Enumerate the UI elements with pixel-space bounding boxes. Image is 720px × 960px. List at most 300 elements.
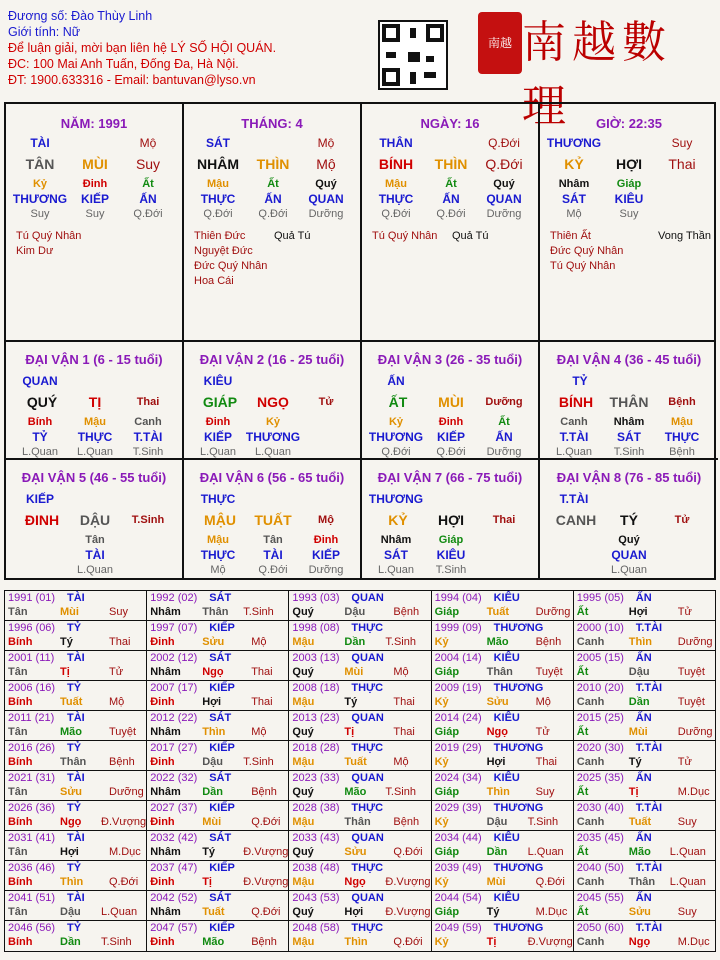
hidden-ten-god: THỰC (77, 430, 113, 444)
year-phase: T.Sinh (527, 816, 559, 828)
year-cell[interactable] (289, 861, 431, 891)
year-phase: Q.Đới (251, 816, 281, 828)
year-cell[interactable] (574, 591, 716, 621)
year-label: 2024 (34) (434, 772, 482, 784)
year-cell[interactable] (432, 741, 574, 771)
pillar-cell: THƯƠNG (546, 136, 602, 150)
pillar-cell: Dưỡng (486, 208, 522, 220)
year-phase: Q.Đới (251, 906, 281, 918)
dai-van-7[interactable] (362, 460, 540, 578)
year-ten-god: KIÊU (493, 592, 520, 604)
year-cell[interactable] (432, 621, 574, 651)
year-cell[interactable] (5, 621, 147, 651)
year-phase: Mộ (535, 696, 551, 708)
year-cell[interactable] (147, 711, 289, 741)
hidden-phase: L.Quan (76, 564, 114, 576)
dai-van-chi: NGỌ (257, 394, 289, 410)
star-label: Đức Quý Nhân (550, 245, 624, 257)
year-phase: Q.Đới (393, 936, 423, 948)
year-chi: Ngọ (486, 726, 508, 738)
pillar-cell: Kỷ (32, 178, 48, 190)
year-chi: Mão (486, 636, 509, 648)
star-label: Tú Quý Nhân (16, 230, 82, 242)
year-can: Mậu (292, 636, 315, 648)
pillar-1 (184, 104, 362, 340)
year-cell[interactable] (147, 921, 289, 951)
year-phase: Tử (677, 606, 692, 618)
year-can: Tân (8, 786, 28, 798)
year-phase: Mộ (251, 636, 267, 648)
pillar-cell: Đinh (82, 178, 108, 190)
year-cell[interactable] (289, 741, 431, 771)
year-cell[interactable] (574, 741, 716, 771)
year-ten-god: ẤN (635, 772, 652, 784)
year-chi: Sửu (344, 846, 367, 858)
year-label: 2023 (33) (292, 772, 340, 784)
year-cell[interactable] (5, 891, 147, 921)
year-cell[interactable] (574, 681, 716, 711)
year-chi: Mão (344, 786, 367, 798)
pillar-cell: KIẾP (80, 192, 109, 206)
year-cell[interactable] (289, 681, 431, 711)
year-cell[interactable] (147, 861, 289, 891)
hidden-ten-god: QUAN (611, 548, 647, 562)
dai-van-chi: TỊ (88, 394, 102, 410)
year-cell[interactable] (5, 861, 147, 891)
dai-van-8[interactable] (540, 460, 718, 578)
year-phase: M.Dục (109, 846, 141, 858)
hidden-phase: Q.Đới (381, 446, 411, 458)
year-cell[interactable] (432, 861, 574, 891)
year-chi: Hợi (202, 696, 222, 708)
year-ten-god: THƯƠNG (493, 862, 544, 874)
dai-van-phase: Dưỡng (485, 396, 523, 408)
hidden-phase: T.Sinh (132, 446, 164, 458)
pillar-cell: KỶ (564, 156, 584, 172)
year-chi: Thìn (60, 876, 84, 888)
year-chi: Mão (60, 726, 82, 738)
year-can: Kỷ (434, 936, 449, 948)
year-cell[interactable] (289, 801, 431, 831)
year-phase: T.Sinh (385, 636, 416, 648)
pillar-cell: Nhâm (558, 178, 590, 190)
year-ten-god: ẤN (635, 592, 652, 604)
hidden-stem: Mậu (207, 534, 229, 546)
year-cell[interactable] (574, 801, 716, 831)
year-ten-god: QUAN (351, 772, 384, 784)
year-cell[interactable] (147, 891, 289, 921)
year-phase: Mộ (109, 696, 125, 708)
year-chi: Tị (344, 726, 355, 738)
year-chi: Tuất (60, 696, 83, 708)
year-chi: Dậu (344, 606, 366, 618)
year-cell[interactable] (147, 651, 289, 681)
year-chi: Tuất (202, 906, 225, 918)
year-chi: Dậu (60, 906, 81, 918)
year-phase: Suy (535, 786, 555, 798)
year-can: Tân (8, 666, 28, 678)
pillar-cell: Suy (30, 208, 50, 220)
year-ten-god: THƯƠNG (493, 742, 544, 754)
year-label: 2034 (44) (434, 832, 482, 844)
year-cell[interactable] (5, 711, 147, 741)
year-can: Bính (8, 936, 33, 948)
year-can: Ất (576, 846, 589, 858)
dai-van-5[interactable] (6, 460, 184, 578)
year-cell[interactable] (574, 831, 716, 861)
year-phase: Thai (251, 666, 273, 678)
year-can: Nhâm (150, 666, 181, 678)
year-ten-god: ẤN (635, 652, 652, 664)
year-cell[interactable] (574, 621, 716, 651)
pillar-cell: TÂN (25, 156, 55, 172)
year-chi: Mùi (344, 666, 364, 678)
year-ten-god: T.TÀI (635, 802, 663, 814)
year-ten-god: TÀI (67, 892, 85, 904)
year-phase: Đ.Vượng (243, 846, 289, 858)
year-can: Giáp (434, 906, 460, 918)
year-cell[interactable] (432, 771, 574, 801)
hidden-ten-god: ẤN (495, 430, 513, 444)
year-cell[interactable] (289, 621, 431, 651)
year-cell[interactable] (432, 801, 574, 831)
pillar-cell: KIÊU (614, 192, 644, 206)
year-chi: Mùi (202, 816, 222, 828)
dai-van-2[interactable] (184, 342, 362, 460)
year-phase: Dưỡng (535, 606, 571, 618)
year-phase: M.Dục (677, 936, 710, 948)
year-label: 2037 (47) (150, 862, 198, 874)
year-label: 2038 (48) (292, 862, 340, 874)
hidden-stem: Mậu (671, 416, 693, 428)
year-cell[interactable] (289, 771, 431, 801)
dai-van-can: MẬU (204, 512, 236, 528)
year-ten-god: TỶ (67, 922, 82, 934)
dai-van-phase: Tử (318, 396, 334, 408)
dai-van-4[interactable] (540, 342, 718, 460)
year-can: Bính (8, 876, 33, 888)
dai-van-6[interactable] (184, 460, 362, 578)
year-label: 2030 (40) (576, 802, 624, 814)
year-label: 2050 (60) (576, 922, 624, 934)
year-label: 1992 (02) (150, 592, 198, 604)
year-chi: Thân (344, 816, 371, 828)
year-ten-god: TÀI (67, 592, 85, 604)
year-chi: Mùi (60, 606, 79, 618)
year-label: 2009 (19) (434, 682, 482, 694)
year-ten-god: THỰC (351, 682, 384, 694)
year-label: 2012 (22) (150, 712, 198, 724)
year-chi: Dần (202, 786, 223, 798)
year-can: Canh (576, 636, 605, 648)
year-label: 2033 (43) (292, 832, 340, 844)
year-can: Tân (8, 606, 28, 618)
year-ten-god: ẤN (635, 892, 652, 904)
year-ten-god: KIÊU (493, 772, 520, 784)
year-chi: Thân (628, 876, 656, 888)
year-cell[interactable] (5, 831, 147, 861)
pillar-cell: Suy (135, 156, 161, 172)
pillar-cell: Ất (267, 178, 279, 190)
year-chi: Thân (202, 606, 229, 618)
year-ten-god: KIÊU (493, 832, 520, 844)
dai-van-can: GIÁP (202, 394, 238, 410)
year-ten-god: KIẾP (209, 922, 235, 934)
year-cell[interactable] (147, 771, 289, 801)
person-name: Đương số: Đào Thùy Linh (8, 9, 153, 23)
pillar-cell: Suy (85, 208, 105, 220)
pillar-cell: MÙI (82, 156, 108, 172)
year-cell[interactable] (432, 921, 574, 951)
year-chi: Tuất (344, 756, 367, 768)
year-label: 2014 (24) (434, 712, 482, 724)
red-seal-icon: 南越 (478, 12, 522, 74)
year-phase: Bệnh (393, 606, 420, 618)
hidden-stem: Kỷ (388, 416, 404, 428)
year-cell[interactable] (5, 921, 147, 951)
year-cell[interactable] (5, 771, 147, 801)
year-cell[interactable] (574, 771, 716, 801)
contact-line-3[interactable]: ĐT: 1900.633316 - Email: bantuvan@lyso.vn (8, 73, 256, 87)
year-phase: Bệnh (109, 756, 135, 768)
year-ten-god: THỰC (351, 742, 384, 754)
pillar-cell: Mộ (139, 136, 157, 150)
year-can: Ất (576, 786, 589, 798)
dai-van-can: CANH (555, 512, 597, 528)
pillar-cell: Mộ (316, 156, 336, 172)
year-ten-god: THƯƠNG (493, 622, 544, 634)
star-label-2: Vong Thần (658, 230, 712, 242)
dai-van-ten-god: TỶ (572, 374, 588, 388)
year-label: 1991 (01) (8, 592, 56, 604)
year-phase: Dưỡng (677, 726, 713, 738)
year-ten-god: KIẾP (209, 862, 235, 874)
year-label: 1996 (06) (8, 622, 56, 634)
dai-van-title: ĐẠI VẬN 2 (16 - 25 tuổi) (199, 352, 345, 367)
year-ten-god: KIẾP (209, 742, 235, 754)
year-cell[interactable] (147, 801, 289, 831)
dai-van-ten-god: ẤN (387, 374, 405, 388)
year-can: Đinh (150, 636, 175, 648)
dai-van-can: ẤT (388, 394, 408, 410)
qr-code-icon[interactable] (378, 20, 448, 90)
year-cell[interactable] (432, 591, 574, 621)
hidden-stem: Ất (498, 416, 510, 428)
year-cell[interactable] (5, 651, 147, 681)
year-ten-god: T.TÀI (635, 622, 663, 634)
year-chi: Ngọ (628, 936, 651, 948)
year-phase: L.Quan (101, 906, 138, 918)
year-ten-god: KIÊU (493, 652, 520, 664)
year-label: 1995 (05) (576, 592, 624, 604)
hidden-phase: T.Sinh (435, 564, 467, 576)
dai-van-ten-god: QUAN (22, 374, 58, 388)
year-cell[interactable] (289, 651, 431, 681)
year-ten-god: SÁT (209, 832, 232, 844)
year-phase: Bệnh (393, 816, 420, 828)
year-cell[interactable] (289, 711, 431, 741)
dai-van-3[interactable] (362, 342, 540, 460)
hidden-stem: Mậu (84, 416, 106, 428)
year-label: 2020 (30) (576, 742, 624, 754)
dai-van-phase: Mộ (318, 514, 334, 526)
star-label: Nguyệt Đức (194, 245, 253, 257)
year-cell[interactable] (5, 681, 147, 711)
year-can: Bính (8, 636, 33, 648)
year-ten-god: SÁT (209, 712, 232, 724)
year-chi: Hợi (60, 846, 79, 858)
hidden-stem: Giáp (438, 534, 464, 546)
gender: Giới tính: Nữ (8, 25, 81, 39)
year-phase: M.Dục (535, 906, 568, 918)
year-label: 2019 (29) (434, 742, 482, 754)
year-chi: Tị (628, 786, 639, 798)
year-can: Ất (576, 726, 589, 738)
year-label: 2017 (27) (150, 742, 198, 754)
year-cell[interactable] (147, 741, 289, 771)
year-can: Giáp (434, 726, 460, 738)
star-label: Đức Quý Nhân (194, 260, 268, 272)
year-chi: Tý (486, 906, 500, 918)
year-cell[interactable] (5, 801, 147, 831)
star-label: Tú Quý Nhân (372, 230, 438, 242)
hidden-phase: Mộ (210, 564, 226, 576)
year-cell[interactable] (432, 681, 574, 711)
hidden-stem: Bính (27, 416, 53, 428)
year-can: Mậu (292, 816, 315, 828)
pillar-cell: ẤN (139, 192, 157, 206)
hidden-ten-god: KIẾP (436, 430, 465, 444)
dai-van-title: ĐẠI VẬN 1 (6 - 15 tuổi) (25, 352, 163, 367)
year-chi: Thìn (486, 786, 510, 798)
pillar-cell: Giáp (616, 178, 642, 190)
year-chi: Mão (628, 846, 651, 858)
year-label: 2049 (59) (434, 922, 482, 934)
year-phase: Đ.Vượng (385, 876, 431, 888)
year-can: Ất (576, 666, 589, 678)
year-can: Quý (292, 906, 314, 918)
dai-van-ten-god: THỰC (200, 492, 236, 506)
year-label: 2041 (51) (8, 892, 56, 904)
hidden-phase: Dưỡng (486, 446, 522, 458)
dai-van-phase: Thai (492, 514, 516, 526)
year-cell[interactable] (5, 741, 147, 771)
dai-van-title: ĐẠI VẬN 6 (56 - 65 tuổi) (199, 470, 345, 485)
year-can: Quý (292, 606, 314, 618)
year-label: 2027 (37) (150, 802, 198, 814)
year-cell[interactable] (289, 591, 431, 621)
year-chi: Thìn (202, 726, 226, 738)
hidden-stem: Canh (560, 416, 588, 428)
year-can: Kỷ (434, 756, 449, 768)
year-cell[interactable] (432, 651, 574, 681)
dai-van-title: ĐẠI VẬN 8 (76 - 85 tuổi) (556, 470, 702, 485)
year-label: 1997 (07) (150, 622, 198, 634)
year-can: Đinh (150, 876, 175, 888)
hidden-ten-god: TÀI (85, 548, 105, 562)
year-chi: Dậu (202, 756, 223, 768)
pillar-title: GIỜ: 22:35 (595, 116, 662, 131)
year-ten-god: THƯƠNG (493, 922, 544, 934)
year-can: Tân (8, 846, 28, 858)
pillar-cell: Quý (315, 178, 337, 190)
year-chi: Tuất (628, 816, 652, 828)
year-ten-god: THỰC (351, 862, 384, 874)
year-can: Ất (576, 606, 589, 618)
year-cell[interactable] (147, 831, 289, 861)
year-ten-god: TỶ (67, 622, 82, 634)
year-ten-god: THƯƠNG (493, 682, 544, 694)
year-cell[interactable] (5, 591, 147, 621)
dai-van-1[interactable] (6, 342, 184, 460)
logo: 南越數理 (522, 17, 672, 132)
year-phase: Bệnh (535, 636, 562, 648)
year-label: 2025 (35) (576, 772, 624, 784)
year-label: 2042 (52) (150, 892, 198, 904)
year-phase: Thai (393, 696, 415, 708)
dai-van-phase: Bệnh (668, 396, 696, 408)
pillar-cell: Q.Đới (485, 156, 523, 172)
year-cell[interactable] (432, 831, 574, 861)
hidden-phase: Dưỡng (308, 564, 344, 576)
year-label: 2048 (58) (292, 922, 340, 934)
year-cell[interactable] (147, 621, 289, 651)
year-cell[interactable] (147, 681, 289, 711)
year-can: Bính (8, 816, 33, 828)
year-cell[interactable] (574, 891, 716, 921)
year-cell[interactable] (289, 921, 431, 951)
year-phase: Q.Đới (109, 876, 139, 888)
dai-van-phase: T.Sinh (131, 514, 165, 526)
year-ten-god: SÁT (209, 772, 232, 784)
year-cell[interactable] (574, 651, 716, 681)
hidden-ten-god: SÁT (617, 430, 641, 444)
year-label: 1993 (03) (292, 592, 340, 604)
year-cell[interactable] (432, 711, 574, 741)
hidden-stem: Tân (263, 534, 283, 546)
year-ten-god: TỶ (67, 682, 82, 694)
hidden-ten-god: SÁT (384, 548, 408, 562)
year-label: 2002 (12) (150, 652, 198, 664)
star-label: Tú Quý Nhân (550, 260, 616, 272)
year-cell[interactable] (289, 831, 431, 861)
hidden-ten-god: TỶ (32, 430, 48, 444)
pillar-cell: Quý (493, 178, 515, 190)
year-cell[interactable] (289, 891, 431, 921)
hidden-phase: Q.Đới (436, 446, 466, 458)
pillar-cell: SÁT (206, 136, 230, 150)
year-ten-god: T.TÀI (635, 922, 663, 934)
pillar-title: THÁNG: 4 (241, 116, 303, 131)
year-cell[interactable] (574, 861, 716, 891)
year-ten-god: THỰC (351, 802, 384, 814)
hidden-phase: L.Quan (21, 446, 59, 458)
year-label: 2035 (45) (576, 832, 624, 844)
year-cell[interactable] (574, 711, 716, 741)
year-chi: Sửu (486, 696, 509, 708)
pillar-3 (540, 104, 718, 340)
year-phase: L.Quan (669, 876, 706, 888)
year-cell[interactable] (574, 921, 716, 951)
year-cell[interactable] (147, 591, 289, 621)
year-can: Canh (576, 876, 605, 888)
pillar-cell: Suy (671, 136, 693, 150)
year-can: Nhâm (150, 906, 181, 918)
year-cell[interactable] (432, 891, 574, 921)
pillar-cell: BÍNH (378, 156, 414, 172)
year-label: 2004 (14) (434, 652, 482, 664)
year-can: Giáp (434, 606, 460, 618)
